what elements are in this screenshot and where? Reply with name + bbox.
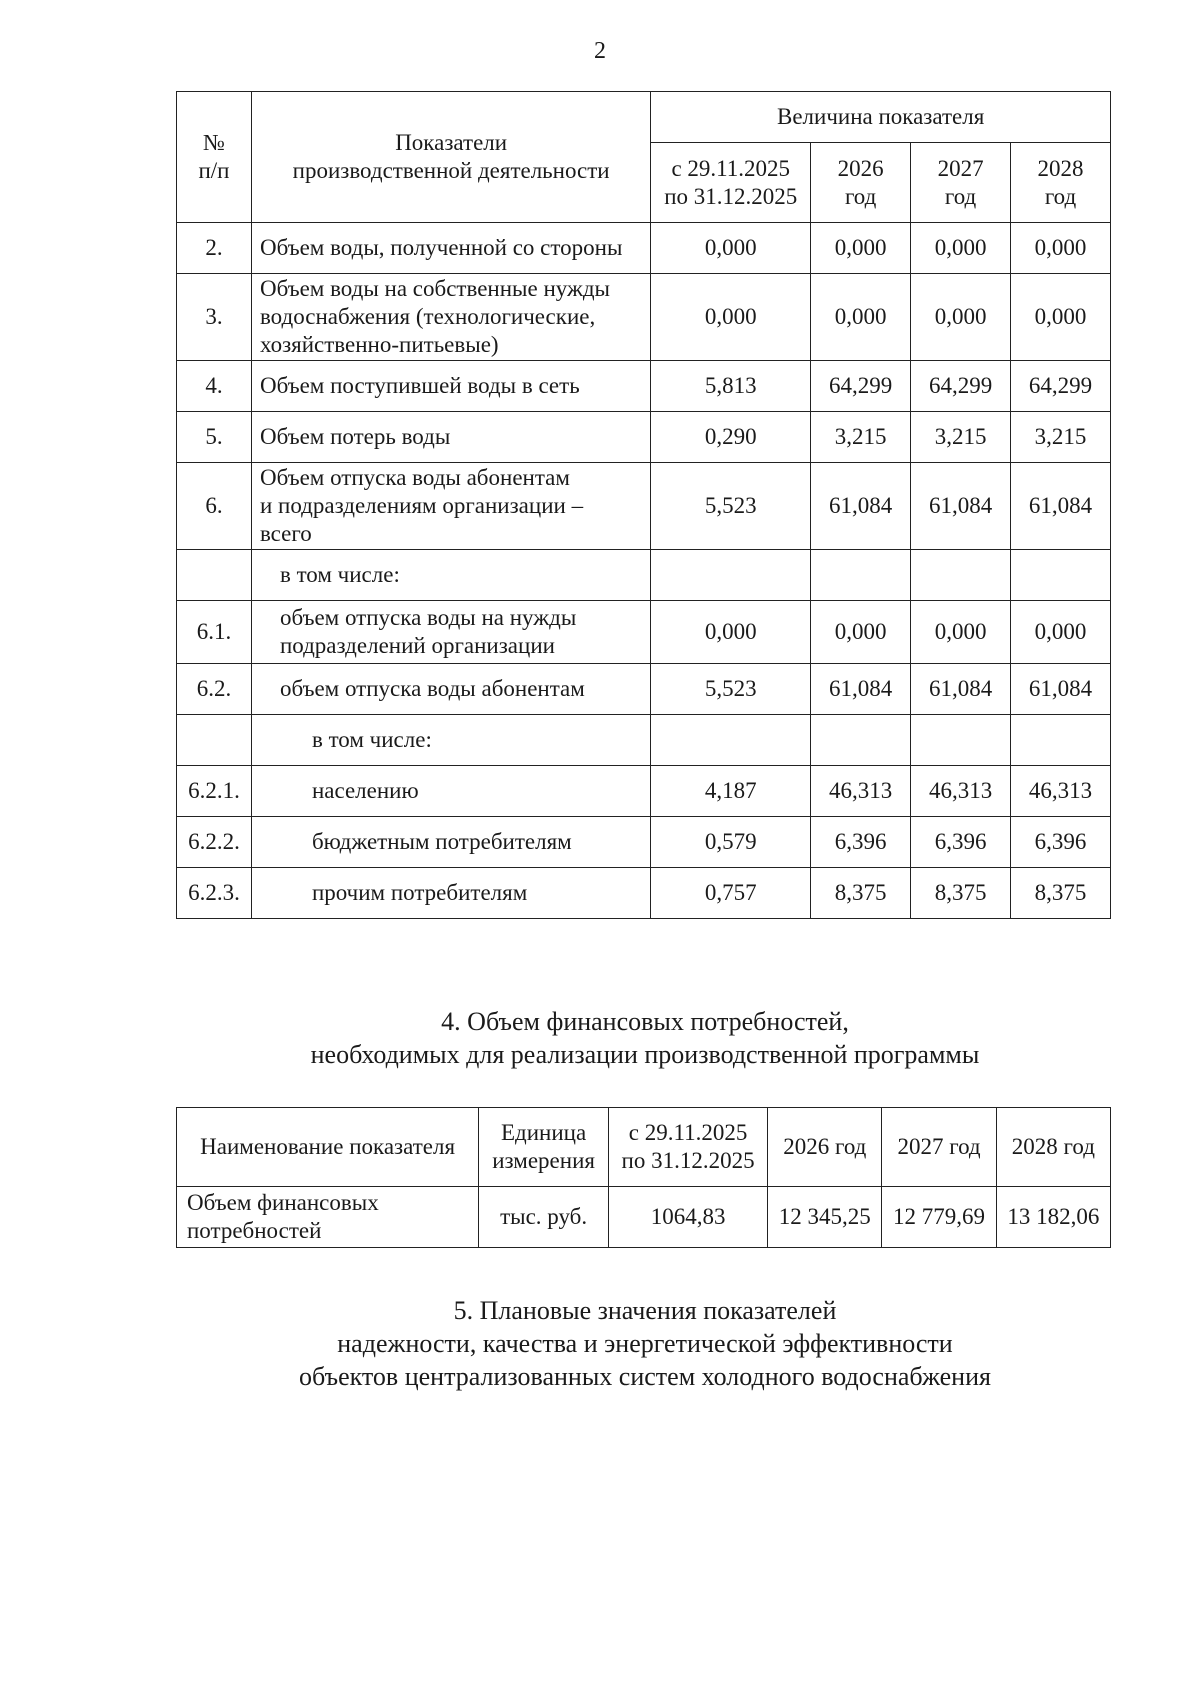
table-row [177, 601, 1111, 664]
header-cell: с 29.11.2025 по 31.12.2025 [608, 1108, 767, 1187]
table-row [177, 412, 1111, 463]
row-value: 0,757 [651, 868, 811, 919]
row-value: 61,084 [1011, 664, 1111, 715]
row-name: Объем отпуска воды абонентам и подразделениям организации – всего [251, 463, 650, 550]
row-value: 0,000 [651, 274, 811, 361]
row-value: 0,000 [811, 223, 911, 274]
row-value: 5,523 [651, 664, 811, 715]
row-num: 3. [177, 274, 252, 361]
table-row [177, 550, 1111, 601]
row-value: 5,813 [651, 361, 811, 412]
row-num: 6. [177, 463, 252, 550]
row-value: 5,523 [651, 463, 811, 550]
section-4-heading [0, 1005, 1200, 1071]
table-row [177, 868, 1111, 919]
row-name: в том числе: [251, 550, 650, 601]
row-num: 6.2.1. [177, 766, 252, 817]
header-period: 2028 год [1011, 143, 1111, 223]
row-num: 4. [177, 361, 252, 412]
row-name: в том числе: [251, 715, 650, 766]
row-name: населению [251, 766, 650, 817]
row-value: 61,084 [1011, 463, 1111, 550]
table-row [177, 817, 1111, 868]
row-value: 0,290 [651, 412, 811, 463]
row-value: 64,299 [1011, 361, 1111, 412]
row-value: 0,000 [651, 223, 811, 274]
row-value: 0,000 [811, 601, 911, 664]
row-name: прочим потребителям [251, 868, 650, 919]
row-value: 46,313 [911, 766, 1011, 817]
row-num: 6.1. [177, 601, 252, 664]
page-number: 2 [594, 38, 606, 64]
table-row [177, 1187, 1111, 1248]
header-cell: 2027 год [882, 1108, 996, 1187]
table-row [177, 715, 1111, 766]
header-cell: 2028 год [996, 1108, 1110, 1187]
row-value: 3,215 [1011, 412, 1111, 463]
row-value: 0,000 [911, 223, 1011, 274]
row-value: 0,000 [1011, 223, 1111, 274]
row-value [651, 550, 811, 601]
row-value: 0,000 [911, 274, 1011, 361]
row-num: 5. [177, 412, 252, 463]
row-cell: тыс. руб. [479, 1187, 609, 1248]
row-cell: 12 779,69 [882, 1187, 996, 1248]
row-name: Объем воды, полученной со стороны [251, 223, 650, 274]
table-row [177, 664, 1111, 715]
row-value: 61,084 [911, 664, 1011, 715]
table-row [177, 766, 1111, 817]
row-value: 0,000 [911, 601, 1011, 664]
row-value [911, 550, 1011, 601]
table-row [177, 463, 1111, 550]
section-4-line-2: необходимых для реализации производственной программы [310, 1040, 980, 1069]
row-num: 2. [177, 223, 252, 274]
header-cell: 2026 год [768, 1108, 882, 1187]
row-name: Объем воды на собственные нужды водоснабжения (технологические, хозяйственно-питьевые) [251, 274, 650, 361]
row-value: 8,375 [1011, 868, 1111, 919]
row-value: 64,299 [811, 361, 911, 412]
section-5-line-2: надежности, качества и энергетической эффективности [337, 1329, 953, 1358]
row-name: объем отпуска воды абонентам [251, 664, 650, 715]
row-cell: 1064,83 [608, 1187, 767, 1248]
row-value: 64,299 [911, 361, 1011, 412]
section-4-line-1: 4. Объем финансовых потребностей, [441, 1007, 849, 1036]
row-value: 3,215 [811, 412, 911, 463]
row-value: 8,375 [911, 868, 1011, 919]
header-num: № п/п [177, 92, 252, 223]
row-value: 46,313 [1011, 766, 1111, 817]
row-value [1011, 715, 1111, 766]
row-name: Объем поступившей воды в сеть [251, 361, 650, 412]
row-value: 61,084 [911, 463, 1011, 550]
section-5-heading [0, 1294, 1200, 1393]
financial-needs-table [176, 1107, 1111, 1248]
header-group: Величина показателя [651, 92, 1111, 143]
row-value: 6,396 [911, 817, 1011, 868]
row-value [811, 715, 911, 766]
header-cell: Единица измерения [479, 1108, 609, 1187]
row-name: объем отпуска воды на нужды подразделений организации [251, 601, 650, 664]
row-value: 3,215 [911, 412, 1011, 463]
row-value [811, 550, 911, 601]
row-value: 61,084 [811, 664, 911, 715]
header-cell: Наименование показателя [177, 1108, 479, 1187]
row-value: 61,084 [811, 463, 911, 550]
row-cell: Объем финансовых потребностей [177, 1187, 479, 1248]
table-row [177, 361, 1111, 412]
row-value: 0,000 [1011, 274, 1111, 361]
header-period: 2026 год [811, 143, 911, 223]
row-value: 0,579 [651, 817, 811, 868]
header-name: Показатели производственной деятельности [251, 92, 650, 223]
row-cell: 13 182,06 [996, 1187, 1110, 1248]
row-value: 0,000 [651, 601, 811, 664]
row-value: 6,396 [811, 817, 911, 868]
row-name: бюджетным потребителям [251, 817, 650, 868]
table-row [177, 223, 1111, 274]
row-value: 0,000 [1011, 601, 1111, 664]
row-value: 46,313 [811, 766, 911, 817]
row-value [911, 715, 1011, 766]
production-indicators-table [176, 91, 1111, 919]
row-num [177, 715, 252, 766]
row-value: 4,187 [651, 766, 811, 817]
row-value: 0,000 [811, 274, 911, 361]
row-value [651, 715, 811, 766]
row-value: 6,396 [1011, 817, 1111, 868]
table-row [177, 274, 1111, 361]
table-header-row [177, 92, 1111, 143]
row-num: 6.2.3. [177, 868, 252, 919]
section-5-line-1: 5. Плановые значения показателей [453, 1296, 837, 1325]
header-period: 2027 год [911, 143, 1011, 223]
row-num: 6.2. [177, 664, 252, 715]
row-cell: 12 345,25 [768, 1187, 882, 1248]
table-header-row [177, 1108, 1111, 1187]
row-num [177, 550, 252, 601]
header-period: с 29.11.2025 по 31.12.2025 [651, 143, 811, 223]
row-value [1011, 550, 1111, 601]
row-value: 8,375 [811, 868, 911, 919]
row-name: Объем потерь воды [251, 412, 650, 463]
section-5-line-3: объектов централизованных систем холодного водоснабжения [299, 1362, 991, 1391]
row-num: 6.2.2. [177, 817, 252, 868]
